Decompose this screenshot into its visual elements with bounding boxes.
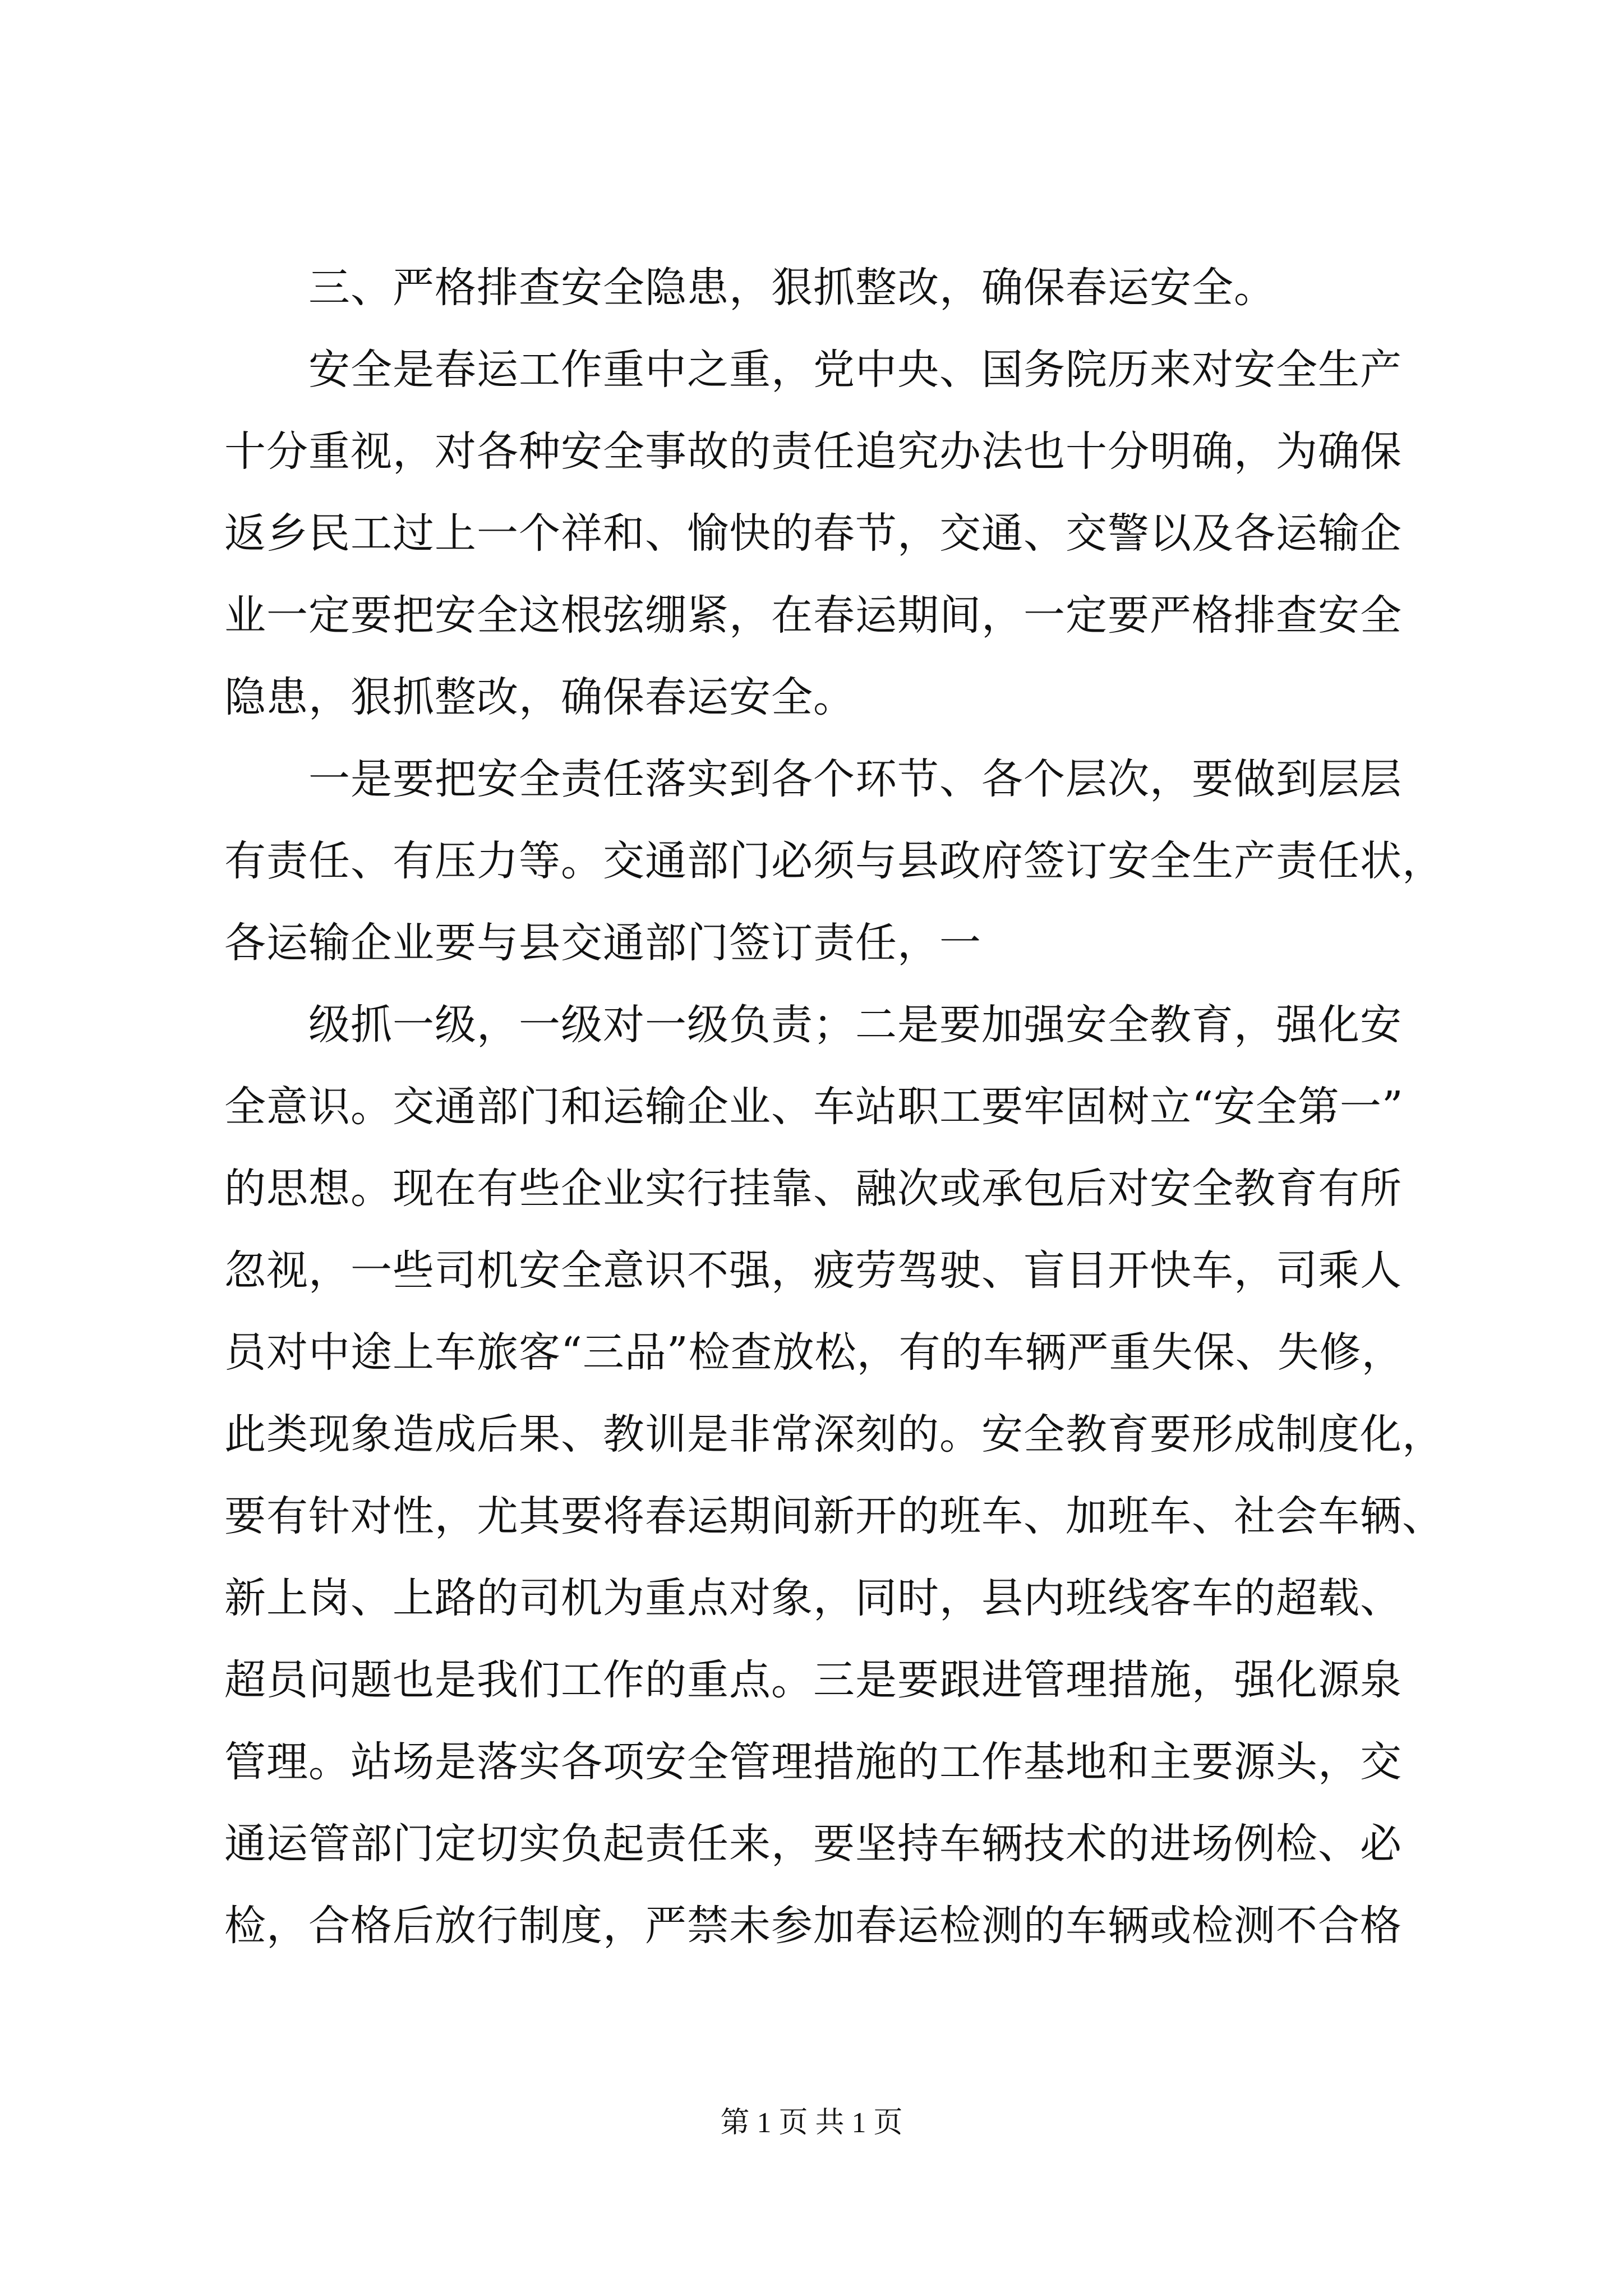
text-line: 忽视，一些司机安全意识不强，疲劳驾驶、盲目开快车，司乘人 [224, 1246, 1402, 1295]
body-text [224, 247, 1453, 1967]
text-line: 隐患，狠抓整改，确保春运安全。 [224, 673, 855, 721]
page-footer [0, 2104, 1623, 2143]
text-line: 通运管部门定切实负起责任来，要坚持车辆技术的进场例检、必 [224, 1820, 1402, 1868]
text-line: 十分重视，对各种安全事故的责任追究办法也十分明确，为确保 [224, 427, 1402, 476]
text-line: 安全是春运工作重中之重，党中央、国务院历来对安全生产 [308, 346, 1402, 394]
text-line: 此类现象造成后果、教训是非常深刻的。安全教育要形成制度化， [224, 1410, 1444, 1458]
text-line: 全意识。交通部门和运输企业、车站职工要牢固树立“安全第一” [224, 1083, 1404, 1131]
text-line: 一是要把安全责任落实到各个环节、各个层次，要做到层层 [308, 755, 1402, 803]
text-line: 超员问题也是我们工作的重点。三是要跟进管理措施，强化源泉 [224, 1656, 1402, 1704]
text-line: 检，合格后放行制度，严禁未参加春运检测的车辆或检测不合格 [224, 1902, 1402, 1950]
text-line: 员对中途上车旅客“三品”检查放松，有的车辆严重失保、失修， [224, 1328, 1404, 1377]
text-line: 返乡民工过上一个祥和、愉快的春节，交通、交警以及各运输企 [224, 509, 1402, 558]
text-line: 管理。站场是落实各项安全管理措施的工作基地和主要源头，交 [224, 1738, 1402, 1786]
text-line: 各运输企业要与县交通部门签订责任，一 [224, 919, 981, 967]
text-line: 的思想。现在有些企业实行挂靠、融次或承包后对安全教育有所 [224, 1165, 1402, 1213]
text-line: 有责任、有压力等。交通部门必须与县政府签订安全生产责任状， [224, 837, 1444, 885]
page-number: 第 1 页 共 1 页 [720, 2107, 903, 2139]
text-line: 业一定要把安全这根弦绷紧，在春运期间，一定要严格排查安全 [224, 591, 1402, 639]
text-line: 要有针对性，尤其要将春运期间新开的班车、加班车、社会车辆、 [224, 1492, 1444, 1540]
text-line: 新上岗、上路的司机为重点对象，同时，县内班线客车的超载、 [224, 1574, 1402, 1622]
text-line: 级抓一级，一级对一级负责；二是要加强安全教育，强化安 [308, 1001, 1402, 1049]
text-line: 三、严格排查安全隐患，狠抓整改，确保春运安全。 [308, 264, 1276, 312]
